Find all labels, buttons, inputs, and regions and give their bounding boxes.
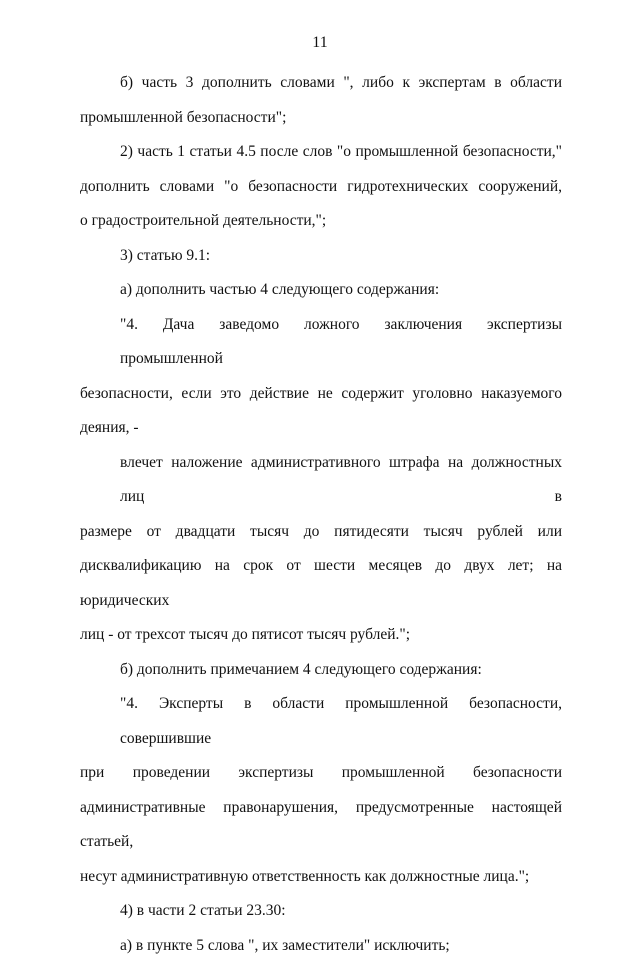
paragraph-line: несут административную ответственность как должностные лица.";: [80, 860, 562, 895]
paragraph-line: безопасности, если это действие не содержит уголовно наказуемого: [80, 377, 562, 412]
paragraph-line: "4. Дача заведомо ложного заключения экспертизы промышленной: [80, 308, 562, 377]
paragraph-line: административные правонарушения, предусмотренные настоящей статьей,: [80, 791, 562, 860]
paragraph-line: 4) в части 2 статьи 23.30:: [80, 894, 562, 929]
paragraph-line: б) часть 3 дополнить словами ", либо к экспертам в области: [80, 66, 562, 101]
paragraph-line: влечет наложение административного штрафа на должностных лиц в: [80, 446, 562, 515]
paragraph-line: лиц - от трехсот тысяч до пятисот тысяч рублей.";: [80, 618, 562, 653]
paragraph-line: деяния, -: [80, 411, 562, 446]
page-number: 11: [0, 34, 640, 52]
paragraph-line: "4. Эксперты в области промышленной безопасности, совершившие: [80, 687, 562, 756]
paragraph-line: а) в пункте 5 слова ", их заместители" исключить;: [80, 929, 562, 963]
paragraph-line: дополнить словами "о безопасности гидротехнических сооружений,: [80, 170, 562, 205]
paragraph-line: а) дополнить частью 4 следующего содержания:: [80, 273, 562, 308]
paragraph-line: дисквалификацию на срок от шести месяцев до двух лет; на юридических: [80, 549, 562, 618]
paragraph-line: размере от двадцати тысяч до пятидесяти тысяч рублей или: [80, 515, 562, 550]
paragraph-line: промышленной безопасности";: [80, 101, 562, 136]
paragraph-line: 3) статью 9.1:: [80, 239, 562, 274]
document-body: [80, 66, 562, 963]
paragraph-line: о градостроительной деятельности,";: [80, 204, 562, 239]
paragraph-line: б) дополнить примечанием 4 следующего содержания:: [80, 653, 562, 688]
paragraph-line: при проведении экспертизы промышленной безопасности: [80, 756, 562, 791]
paragraph-line: 2) часть 1 статьи 4.5 после слов "о промышленной безопасности,": [80, 135, 562, 170]
